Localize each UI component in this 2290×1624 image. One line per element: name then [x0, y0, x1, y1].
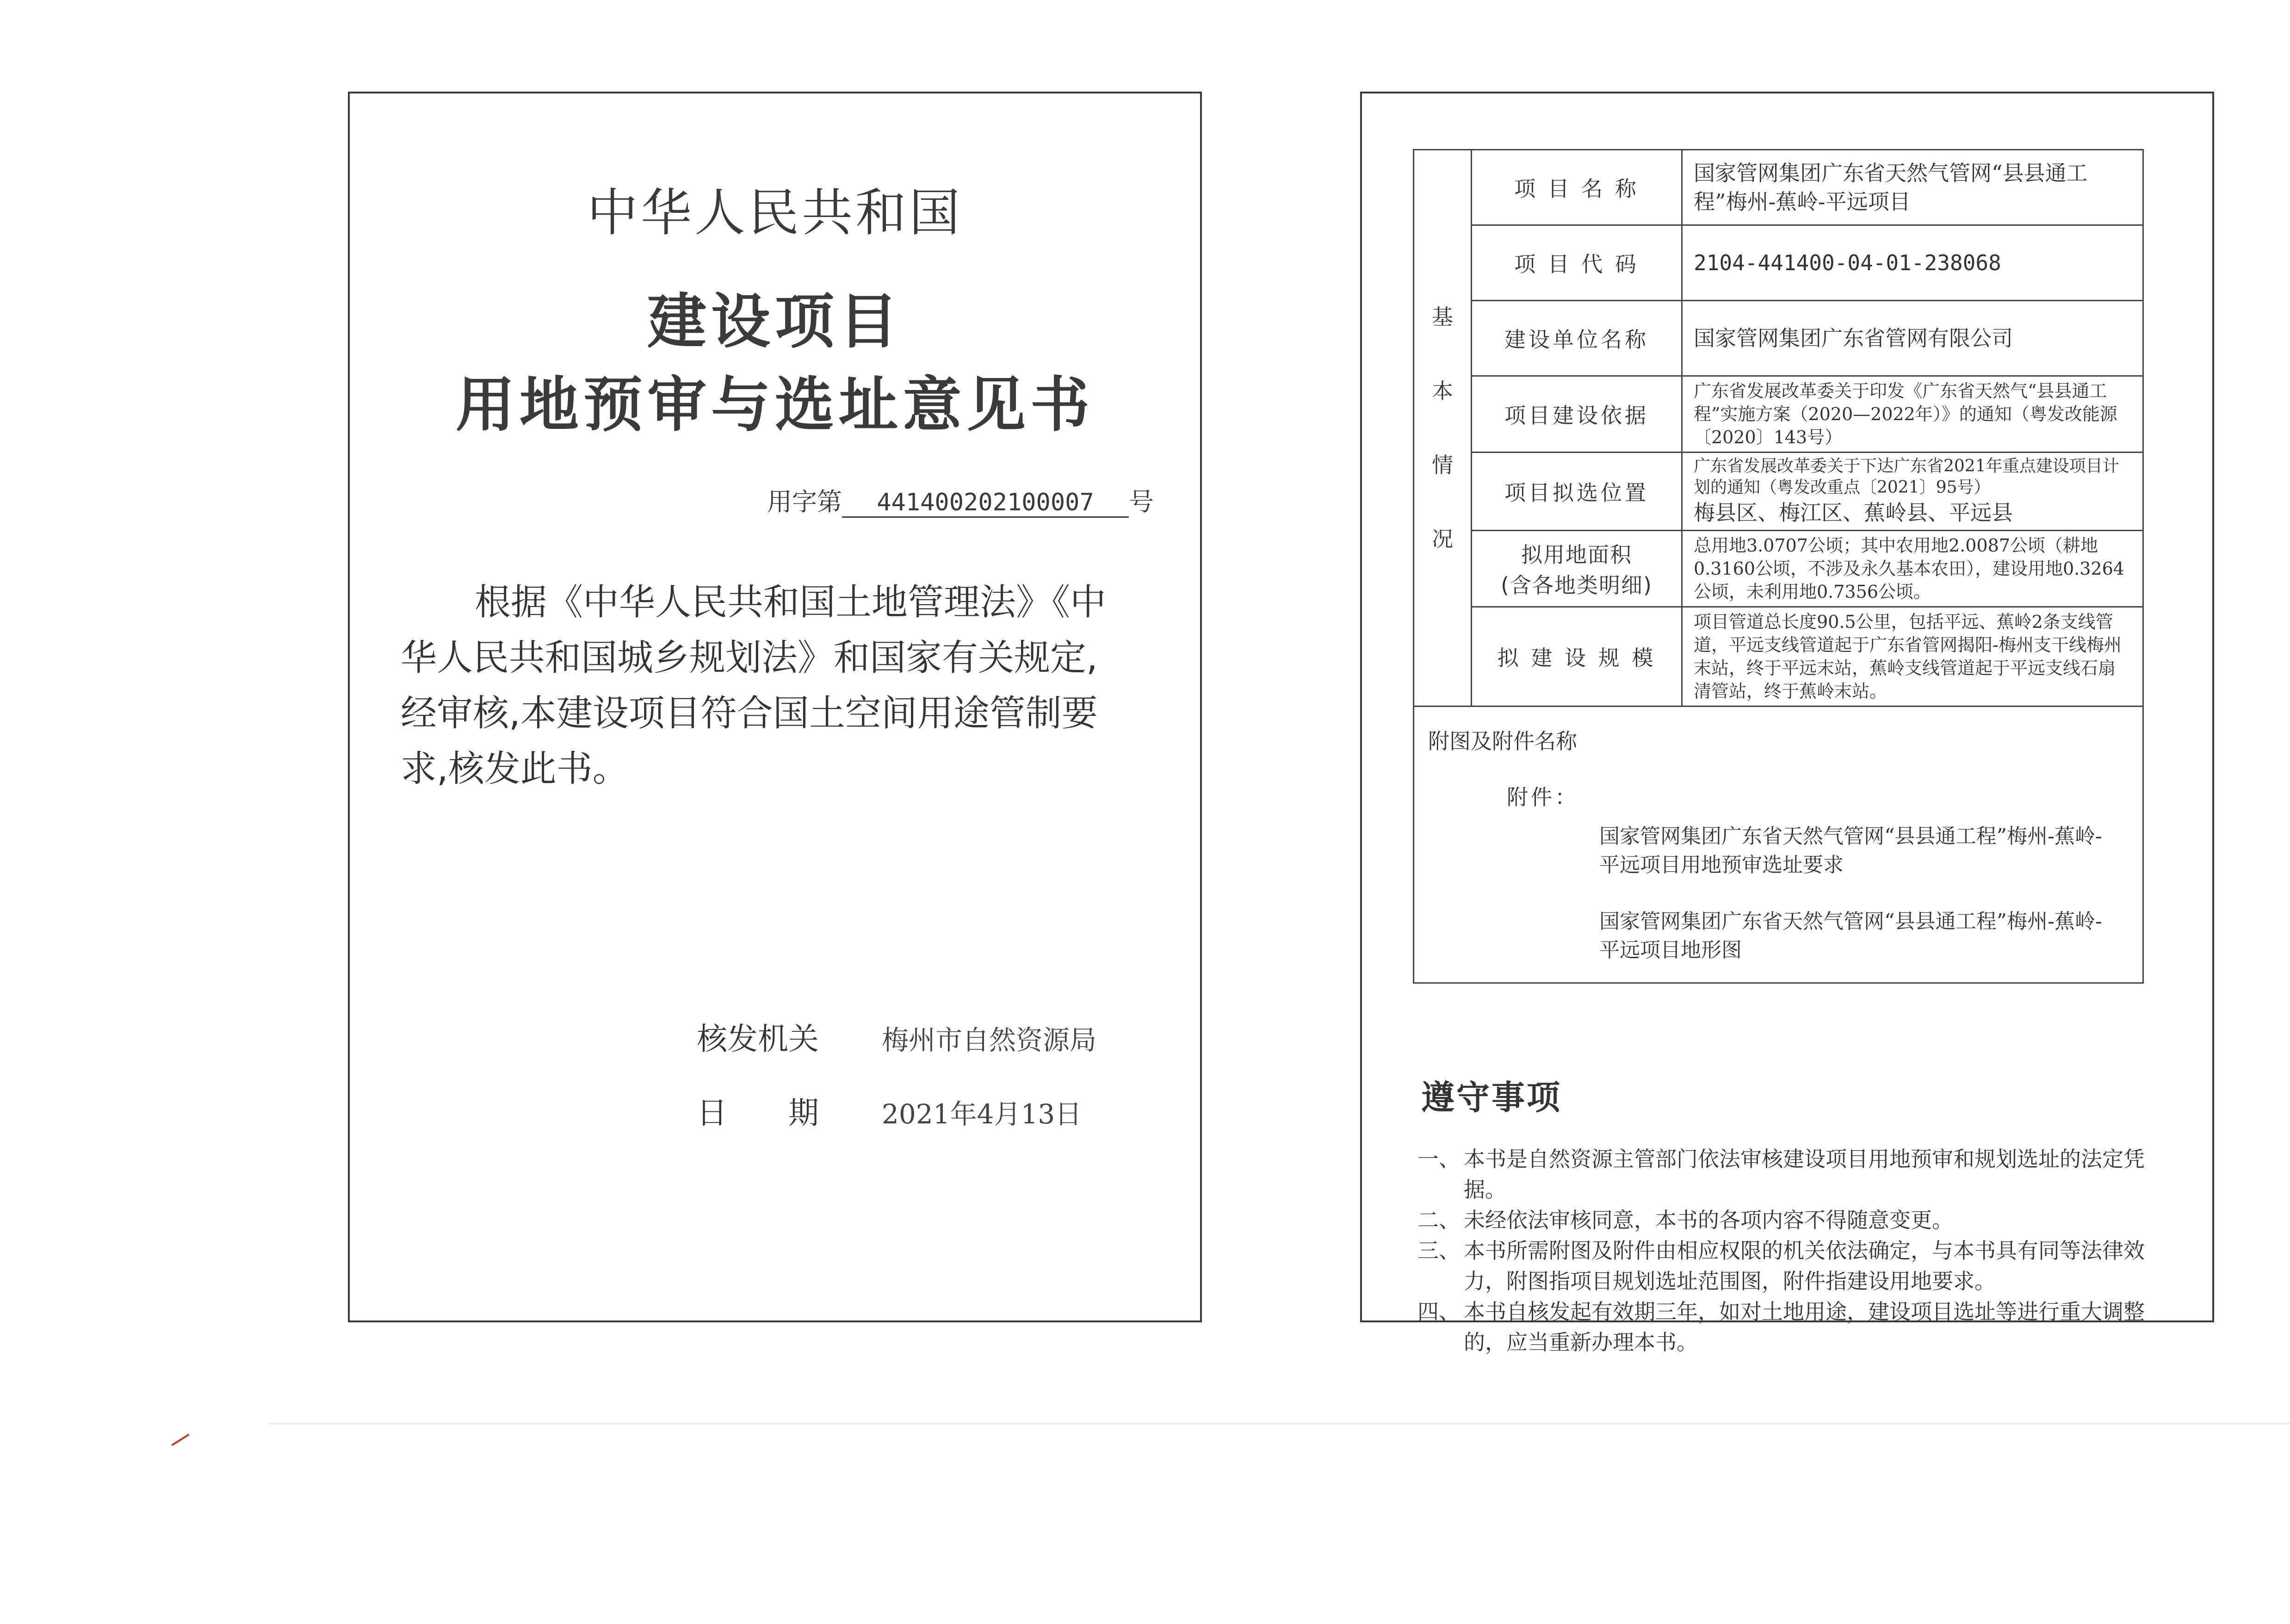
- rule-item: 三、 本书所需附图及附件由相应权限的机关依法确定，与本书具有同等法律效力，附图指项目规划选址范围图，附件指建设用地要求。: [1417, 1238, 2145, 1294]
- certificate-cover-page: [348, 92, 1202, 1322]
- table-row: [1414, 301, 2143, 376]
- location-value: 梅县区、梅江区、蕉岭县、平远县: [1694, 500, 2013, 525]
- row-label: 拟用地面积 (含各地类明细): [1472, 531, 1682, 607]
- issuer-label: 核发机关: [697, 1021, 819, 1057]
- row-label: 项 目 名 称: [1472, 150, 1682, 225]
- country-title: 中华人民共和国: [587, 183, 963, 242]
- attachment-item: 国家管网集团广东省天然气管网“县县通工程”梅州-蕉岭-平远项目地形图: [1599, 910, 2102, 962]
- table-row: [1414, 607, 2143, 707]
- date-label: 日 期: [697, 1095, 819, 1131]
- body-line: 华人民共和国城乡规划法》和国家有关规定,: [401, 637, 1098, 679]
- rule-item: 二、 未经依法审核同意，本书的各项内容不得随意变更。: [1417, 1208, 1953, 1233]
- table-row: [1414, 150, 2143, 225]
- project-code-value: 2104-441400-04-01-238068: [1682, 225, 2143, 301]
- issuer-row: [697, 1014, 1096, 1058]
- basis-note: 广东省发展改革委关于下达广东省2021年重点建设项目计划的通知（粤发改重点〔2021〕95号）: [1694, 457, 2119, 497]
- certificate-body: [401, 575, 1159, 797]
- attachments-head: 附件：: [1507, 785, 1579, 810]
- basic-info-table: [1413, 149, 2144, 984]
- scan-edge: [268, 1423, 2290, 1425]
- corner-mark: [171, 1434, 189, 1446]
- table-row: [1414, 531, 2143, 607]
- cert-number: 441400202100007: [842, 489, 1129, 518]
- document-title-line1: 建设项目: [647, 287, 903, 356]
- row-label: 项目拟选位置: [1472, 452, 1682, 531]
- body-line: 求,核发此书。: [401, 748, 629, 790]
- row-label: 建设单位名称: [1472, 301, 1682, 376]
- location-cell: [1682, 452, 2143, 531]
- attachments-label: 附图及附件名称: [1428, 729, 1577, 754]
- side-label: 基 本 情 况: [1414, 150, 1472, 707]
- row-label: 项目建设依据: [1472, 376, 1682, 452]
- attachments-cell: [1414, 707, 2143, 983]
- row-label: 项 目 代 码: [1472, 225, 1682, 301]
- document-title-line2: 用地预审与选址意见书: [455, 371, 1094, 440]
- rule-item: 四、 本书自核发起有效期三年，如对土地用途，建设项目选址等进行重大调整的，应当重新办理本书。: [1417, 1299, 2145, 1355]
- table-row: [1414, 376, 2143, 452]
- cert-suffix: 号: [1129, 487, 1154, 516]
- table-row: [1414, 452, 2143, 531]
- certificate-details-page: [1360, 92, 2214, 1355]
- rules-title: 遵守事项: [1421, 1078, 1562, 1117]
- table-row: [1414, 225, 2143, 301]
- cert-prefix: 用字第: [767, 487, 842, 516]
- rule-item: 一、 本书是自然资源主管部门依法审核建设项目用地预审和规划选址的法定凭据。: [1417, 1147, 2145, 1202]
- builder-value: 国家管网集团广东省管网有限公司: [1682, 301, 2143, 376]
- date-value: 2021年4月13日: [882, 1098, 1082, 1130]
- body-line: 根据《中华人民共和国土地管理法》《中: [475, 582, 1107, 623]
- issuer-value: 梅州市自然资源局: [882, 1024, 1097, 1056]
- table-row: [1414, 707, 2143, 983]
- date-row: [697, 1088, 1082, 1132]
- area-value: 总用地3.0707公顷；其中农用地2.0087公顷（耕地0.3160公顷，不涉及永久基本农田），建设用地0.3264公顷，未利用地0.7356公顷。: [1682, 531, 2143, 607]
- row-label: 拟 建 设 规 模: [1472, 607, 1682, 707]
- rules-list: [1417, 1144, 2167, 1357]
- body-line: 经审核,本建设项目符合国土空间用途管制要: [401, 693, 1098, 734]
- attachment-item: 国家管网集团广东省天然气管网“县县通工程”梅州-蕉岭-平远项目用地预审选址要求: [1599, 824, 2102, 877]
- certificate-number-line: [767, 482, 1154, 518]
- scale-value: 项目管道总长度90.5公里，包括平远、蕉岭2条支线管道，平远支线管道起于广东省管网揭阳-梅州支干线梅州末站，终于平远末站，蕉岭支线管道起于平远支线石扇清管站，终于蕉岭末站。: [1682, 607, 2143, 707]
- basis-value: 广东省发展改革委关于印发《广东省天然气“县县通工程”实施方案（2020—2022年）》的通知（粤发改能源〔2020〕143号）: [1682, 376, 2143, 452]
- project-name-value: 国家管网集团广东省天然气管网“县县通工程”梅州-蕉岭-平远项目: [1682, 150, 2143, 225]
